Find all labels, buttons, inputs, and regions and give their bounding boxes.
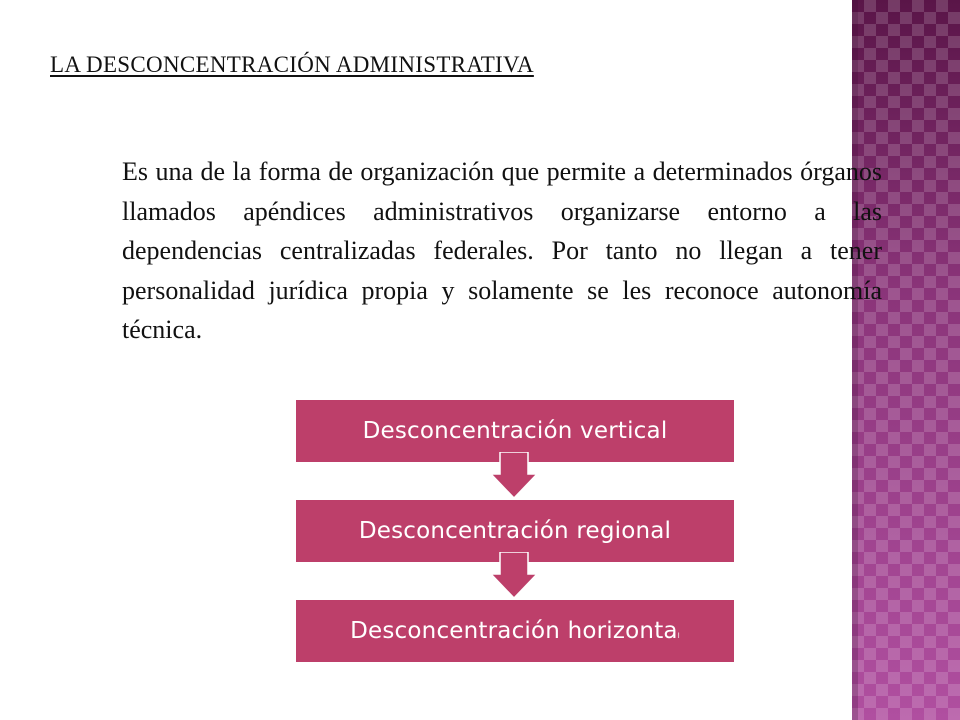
slide-body-text: Es una de la forma de organización que permite a determinados órganos llamados apéndices administrativos organizarse entorno a las dependencias centralizadas federales. Por tanto no llegan a tener personalidad jurídica propia y solamente se les reconoce autonomía técnica. <box>122 157 882 344</box>
flow-step-label-tail: l <box>677 632 680 640</box>
flow-step-horizontal <box>296 600 734 662</box>
down-arrow-icon <box>491 452 537 498</box>
side-panel-edge <box>852 0 858 720</box>
decorative-side-panel <box>852 0 960 720</box>
flow-step-label: Desconcentración regional <box>358 518 672 544</box>
down-arrow-icon <box>491 552 537 598</box>
flow-step-label <box>350 618 680 644</box>
flow-step-label: Desconcentración vertical <box>362 418 668 444</box>
slide-title: LA DESCONCENTRACIÓN ADMINISTRATIVA <box>50 52 534 77</box>
flow-step-label-main: Desconcentración horizonta <box>350 618 678 644</box>
